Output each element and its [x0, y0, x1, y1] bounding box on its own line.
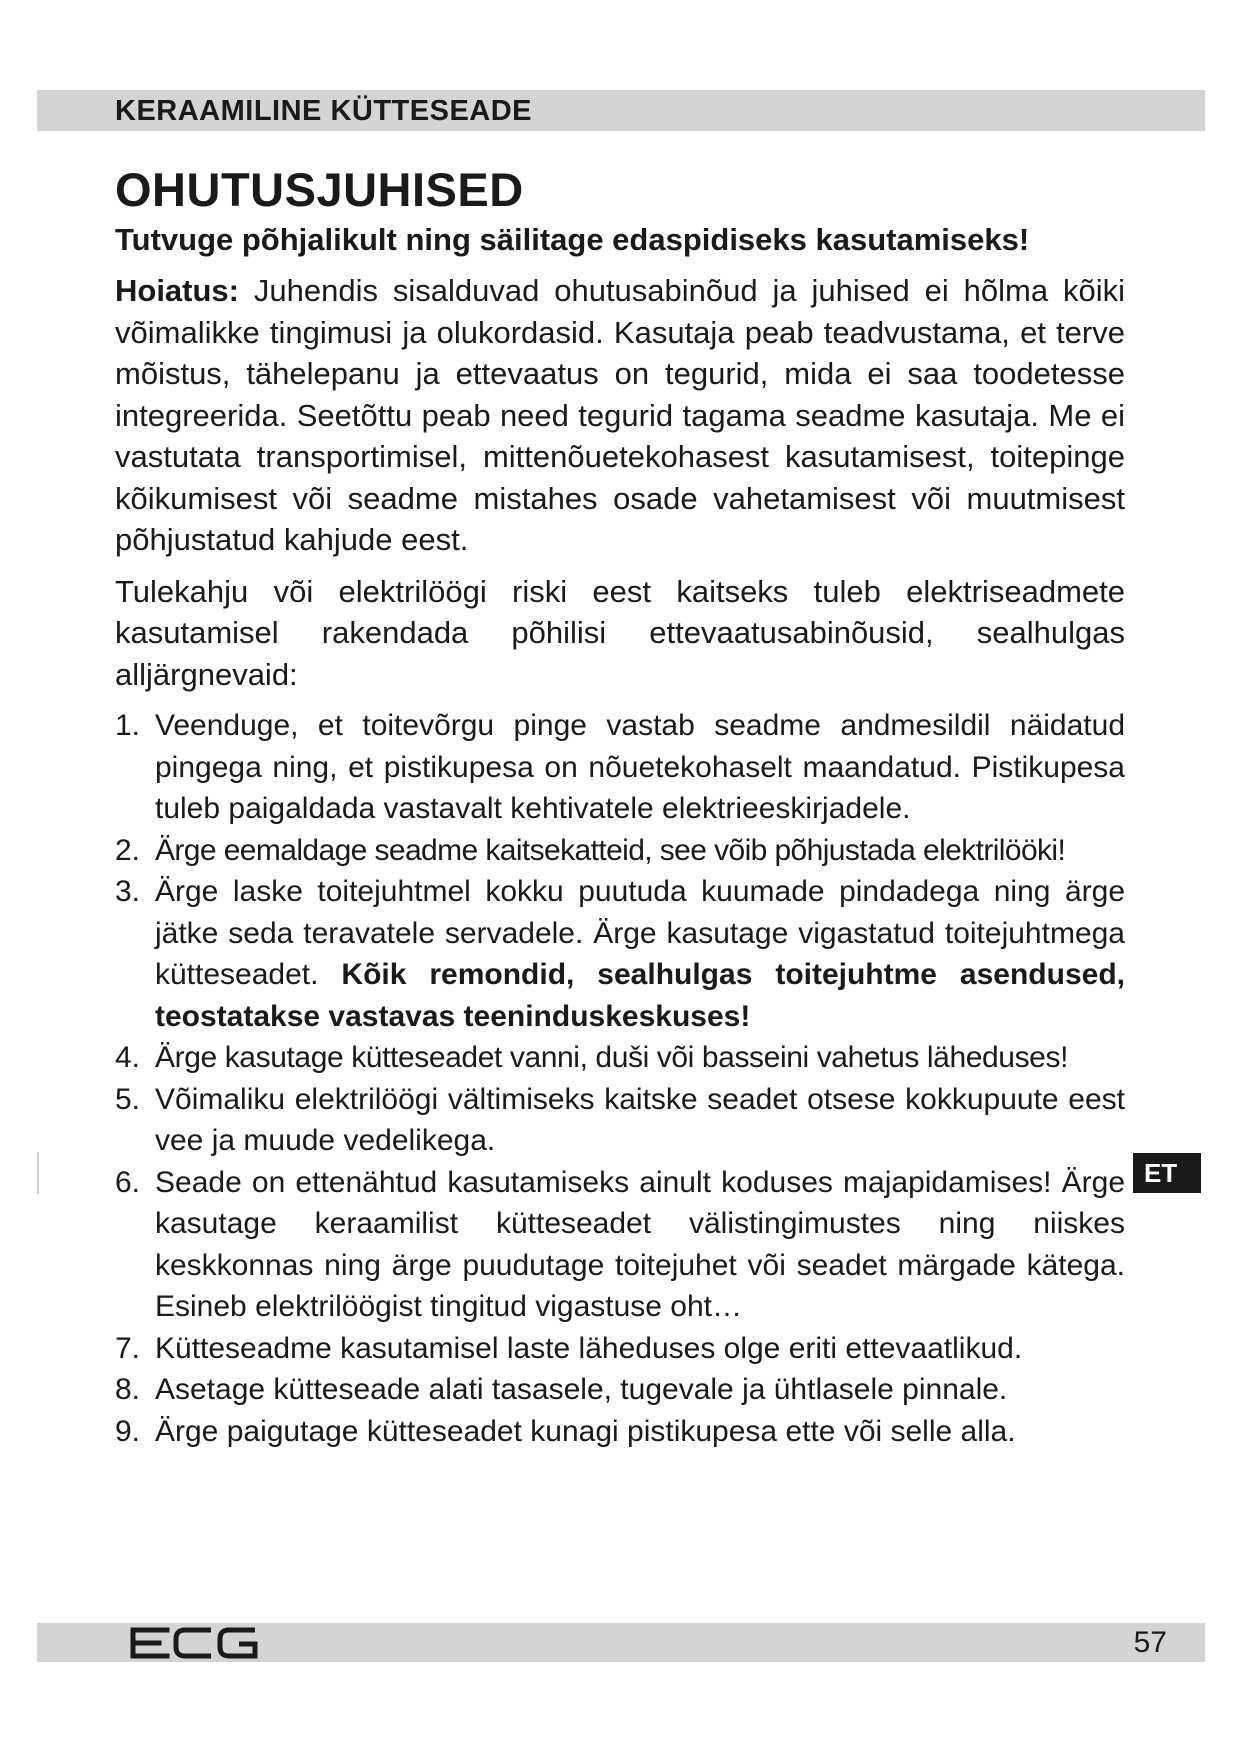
list-item [115, 1079, 1125, 1162]
safety-list [115, 705, 1125, 1452]
list-item [115, 705, 1125, 830]
list-item [115, 1162, 1125, 1328]
list-item-text: Ärge eemaldage seadme kaitsekatteid, see võib põhjustada elektrilööki! [155, 833, 1066, 867]
language-tab: ET [1133, 1153, 1201, 1193]
page-title: OHUTUSJUHISED [115, 163, 524, 216]
list-item-number: 2. [115, 833, 141, 867]
list-item-text: Veenduge, et toitevõrgu pinge vastab seadme andmesildil näidatud pingega ning, et pistikupesa on nõuetekohaselt maandatud. Pistikupesa tuleb paigaldada vastavalt kehtivatele elektrieeskirjadele. [155, 709, 1125, 825]
ecg-logo [129, 1627, 259, 1659]
list-item-text: Ärge paigutage kütteseadet kunagi pistikupesa ette või selle alla. [155, 1414, 1016, 1448]
list-item-text: Kütteseadme kasutamisel laste läheduses olge eriti ettevaatlikud. [155, 1331, 1023, 1365]
list-item [115, 871, 1125, 1037]
warning-label: Hoiatus: [115, 273, 239, 308]
list-item-number: 9. [115, 1414, 141, 1448]
page-subtitle: Tutvuge põhjalikult ning säilitage edaspidiseks kasutamiseks! [115, 222, 1030, 257]
list-item [115, 1037, 1125, 1079]
list-item-number: 5. [115, 1082, 141, 1116]
list-item [115, 1328, 1125, 1370]
list-item [115, 1411, 1125, 1453]
list-item-body [155, 871, 1125, 1037]
page-edge-marker [37, 1152, 39, 1194]
warning-text: Juhendis sisalduvad ohutusabinõud ja juhised ei hõlma kõiki võimalikke tingimusi ja olukordasid. Kasutaja peab teadvustama, et terve mõistus, tähelepanu ja ettevaatus on tegurid, mida ei saa toodetesse integreerida. Seetõttu peab need tegurid tagama seadme kasutaja. Me ei vastutata transportimisel, mittenõuetekohasest kasutamisest, toitepinge kõikumisest või seadme mistahes osade vahetamisest või muutmisest põhjustatud kahjude eest. [115, 273, 1125, 557]
list-item [115, 830, 1125, 872]
main-content [115, 160, 1125, 1452]
list-item-number: 3. [115, 875, 141, 908]
intro-paragraph: Tulekahju või elektrilöögi riski eest kaitseks tuleb elektriseadmete kasutamisel rakendada põhilisi ettevaatusabinõusid, sealhulgas alljärgnevaid: [115, 573, 1125, 692]
list-item-text: Seade on ettenähtud kasutamiseks ainult koduses majapidamises! Ärge kasutage keraamilist kütteseadet välistingimustes ning niiskes keskkonnas ning ärge puudutage toitejuhet või seadet märgade kätega. Esineb elektrilöögist tingitud vigastuse oht… [155, 1165, 1125, 1323]
list-item-number: 7. [115, 1331, 141, 1365]
list-item-bold-text: Kõik remondid, sealhulgas toitejuhtme asendused, teostatakse vastavas teeninduskeskuses! [155, 958, 1125, 1033]
list-item-number: 6. [115, 1165, 141, 1199]
footer-bar [37, 1623, 1205, 1662]
header-title: KERAAMILINE KÜTTESEADE [115, 95, 533, 127]
list-item-text: Võimaliku elektrilöögi vältimiseks kaitske seadet otsese kokkupuute eest vee ja muude vedelikega. [155, 1082, 1125, 1157]
list-item-text: Ärge laske toitejuhtmel kokku puutuda kuumade pindadega ning ärge jätke seda teravatele servadele. Ärge kasutage vigastatud toitejuhtmega kütteseadet. [155, 875, 1125, 991]
warning-paragraph [115, 270, 1125, 561]
header-bar [37, 90, 1205, 131]
list-item-number: 8. [115, 1373, 141, 1406]
list-item-number: 4. [115, 1041, 141, 1074]
page-number: 57 [1133, 1626, 1167, 1659]
list-item [115, 1369, 1125, 1411]
list-item-text: Ärge kasutage kütteseadet vanni, duši või basseini vahetus läheduses! [155, 1041, 1069, 1074]
list-item-number: 1. [115, 709, 141, 742]
list-item-text: Asetage kütteseade alati tasasele, tugevale ja ühtlasele pinnale. [155, 1373, 1008, 1406]
